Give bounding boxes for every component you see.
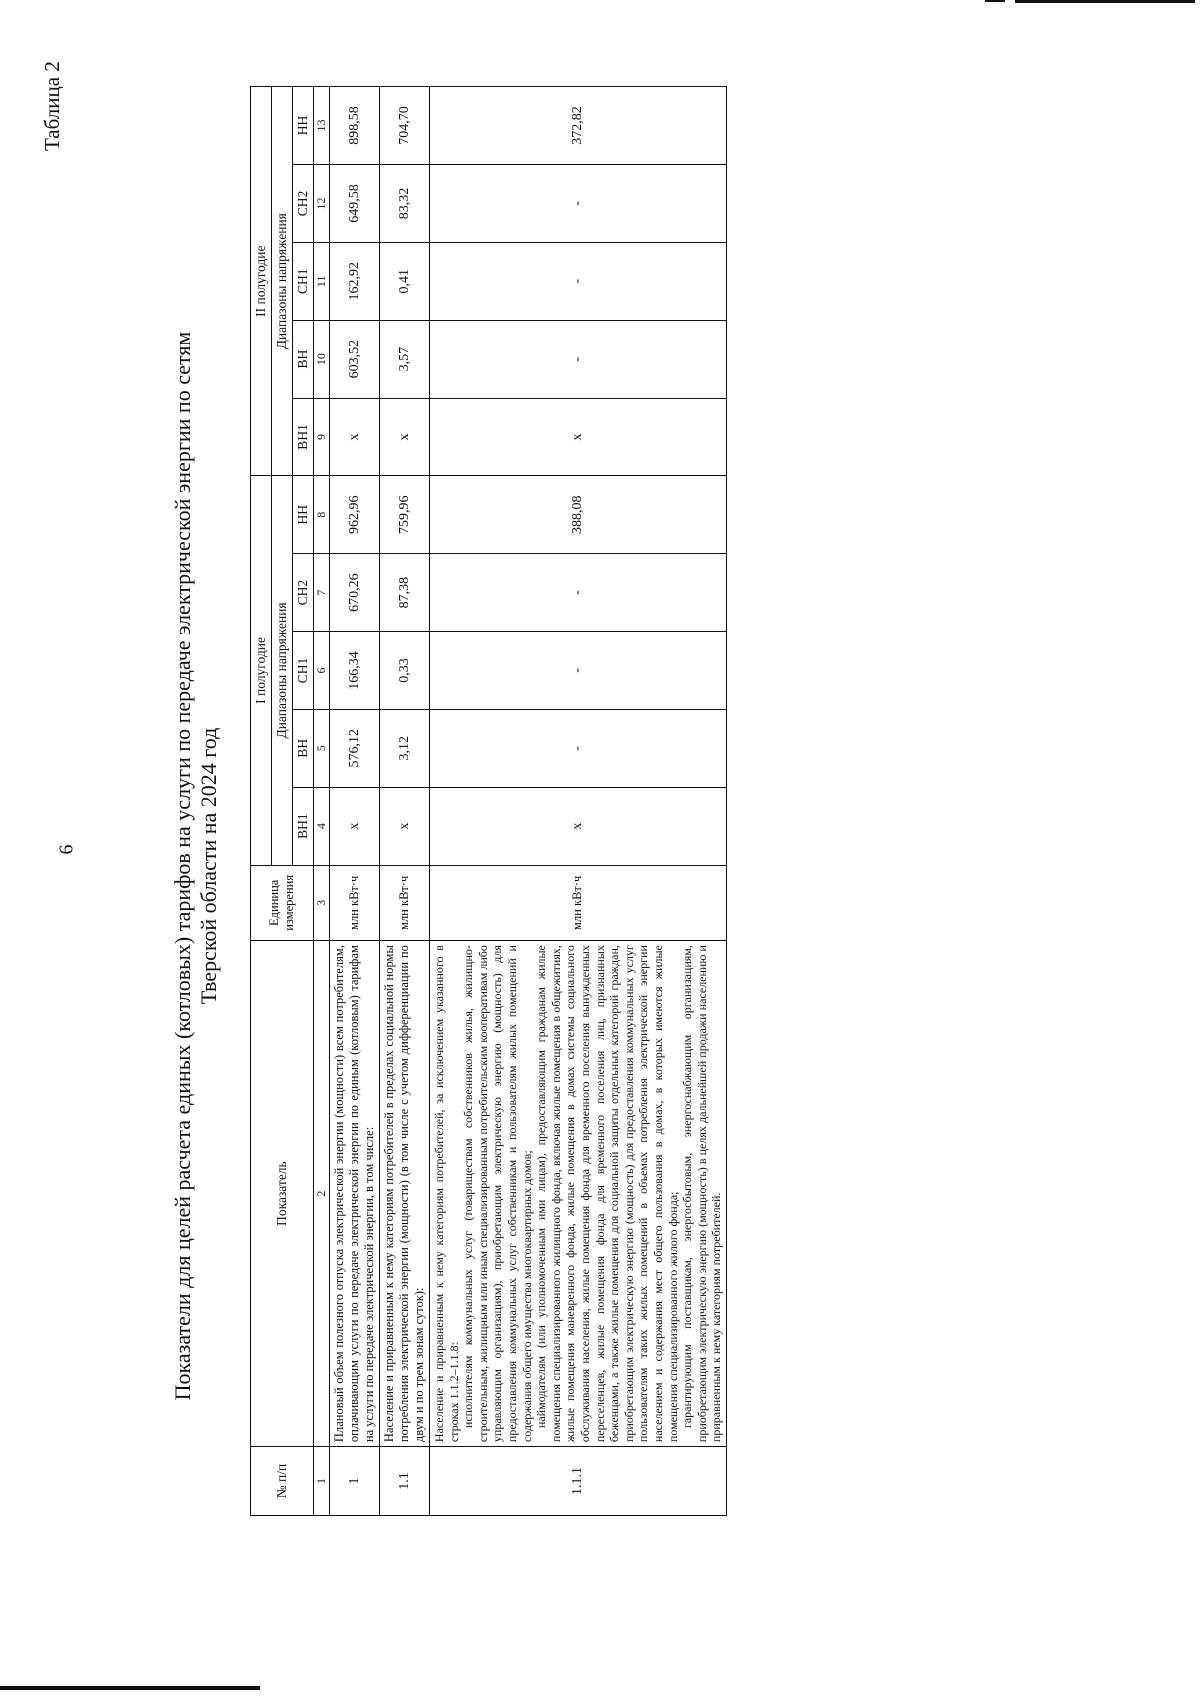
cell-h2-sn1: 0,41 — [380, 242, 430, 320]
cell-h2-nn: 898,58 — [330, 87, 380, 165]
row-number: 1.1 — [380, 1447, 430, 1516]
row-unit: млн кВт·ч — [330, 865, 380, 941]
row-unit: млн кВт·ч — [430, 865, 727, 941]
header-row-1 — [251, 87, 272, 1516]
cell-h1-vn1: х — [430, 787, 727, 865]
cell-h1-sn2: - — [430, 554, 727, 632]
cell-h1-sn1: 166,34 — [330, 632, 380, 710]
cell-h1-nn: 388,08 — [430, 476, 727, 554]
cell-h1-vn: 3,12 — [380, 709, 430, 787]
col-number: 5 — [314, 709, 330, 787]
cell-h1-nn: 759,96 — [380, 476, 430, 554]
cell-h1-vn: 576,12 — [330, 709, 380, 787]
cell-h2-sn2: - — [430, 165, 727, 243]
cell-h1-vn: - — [430, 709, 727, 787]
col-number: 1 — [314, 1447, 330, 1516]
level-h2-nn: НН — [293, 87, 314, 165]
title-line-2: Тверской области на 2024 год — [196, 727, 221, 1005]
header-half-2: II полугодие — [251, 87, 272, 476]
level-h1-vn: ВН — [293, 709, 314, 787]
col-number: 11 — [314, 242, 330, 320]
paragraph: исполнителям коммунальных услуг (товариществам собственников жилья, жилищно-строительным, жилищным или иным специализированным потребительским кооперативам либо управляющим организациям), приобретающим электрическую энергию (мощность) для предоставления коммунальных услуг собственникам и пользователям жилых помещений и содержания общего имущества многоквартирных домов; — [461, 945, 534, 1443]
column-number-row — [314, 87, 330, 1516]
table-row — [430, 87, 727, 1516]
level-h2-vn: ВН — [293, 320, 314, 398]
cell-h2-vn: - — [430, 320, 727, 398]
tariff-indicators-table — [250, 86, 727, 1516]
col-number: 3 — [314, 865, 330, 941]
cell-h2-vn: 603,52 — [330, 320, 380, 398]
level-h1-nn: НН — [293, 476, 314, 554]
level-h2-sn2: СН2 — [293, 165, 314, 243]
table-row — [380, 87, 430, 1516]
col-number: 13 — [314, 87, 330, 165]
cell-h1-vn1: х — [380, 787, 430, 865]
level-h1-vn1: ВН1 — [293, 787, 314, 865]
header-voltage-ranges-2: Диапазоны напряжения — [272, 87, 293, 476]
cell-h1-sn2: 87,38 — [380, 554, 430, 632]
col-number: 12 — [314, 165, 330, 243]
col-number: 7 — [314, 554, 330, 632]
cell-h2-sn1: 162,92 — [330, 242, 380, 320]
level-h1-sn2: СН2 — [293, 554, 314, 632]
col-number: 4 — [314, 787, 330, 865]
cell-h1-sn1: 0,33 — [380, 632, 430, 710]
col-number: 10 — [314, 320, 330, 398]
cell-h2-nn: 704,70 — [380, 87, 430, 165]
row-unit: млн кВт·ч — [380, 865, 430, 941]
header-unit: Единица измерения — [251, 865, 314, 941]
cell-h1-sn2: 670,26 — [330, 554, 380, 632]
cell-h2-vn1: х — [380, 398, 430, 476]
row-number: 1 — [330, 1447, 380, 1516]
col-number: 8 — [314, 476, 330, 554]
cell-h2-vn: 3,57 — [380, 320, 430, 398]
row-number: 1.1.1 — [430, 1447, 727, 1516]
paragraph: наймодателям (или уполномоченным ими лицам), предоставляющим гражданам жилые помещения специализированного жилищного фонда, включая жилые помещения в общежитиях, жилые помещения маневренного фонда, жилые помещения в домах системы социального обслуживания населения, жилые помещения фонда для временного поселения вынужденных переселенцев, жилые помещения фонда для временного поселения лиц, признанных беженцами, а также жилые помещения для социальной защиты отдельных категорий граждан, приобретающим электрическую энергию (мощность) для предоставления коммунальных услуг пользователям таких жилых помещений в объемах потребления электрической энергии населением и содержания мест общего пользования в домах, в которых имеются жилые помещения специализированного жилого фонда; — [534, 945, 680, 1443]
title-line-1: Показатели для целей расчета единых (котловых) тарифов на услуги по передаче электрической энергии по сетям — [170, 331, 195, 1401]
header-voltage-ranges-1: Диапазоны напряжения — [272, 476, 293, 865]
col-number: 9 — [314, 398, 330, 476]
row-indicator-text — [430, 941, 727, 1447]
level-h2-sn1: СН1 — [293, 242, 314, 320]
col-number: 6 — [314, 632, 330, 710]
header-row-no: № п/п — [251, 1447, 314, 1516]
cell-h2-sn1: - — [430, 242, 727, 320]
row-indicator-text: Население и приравненным к нему категориям потребителей в пределах социальной нормы потребления электрической энергии (мощности) (в том числе с учетом дифференциации по двум и по трем зонам суток): — [380, 941, 430, 1447]
cell-h1-nn: 962,96 — [330, 476, 380, 554]
page-number: 6 — [55, 844, 78, 855]
table-row — [330, 87, 380, 1516]
cell-h2-sn2: 649,58 — [330, 165, 380, 243]
cell-h2-vn1: х — [330, 398, 380, 476]
level-h1-sn1: СН1 — [293, 632, 314, 710]
cell-h2-nn: 372,82 — [430, 87, 727, 165]
header-half-1: I полугодие — [251, 476, 272, 865]
table-caption: Таблица 2 — [40, 61, 64, 151]
paragraph: гарантирующим поставщикам, энергосбытовым, энергоснабжающим организациям, приобретающим электрическую энергию (мощность) в целях дальнейшей продажи населению и приравненным к нему категориям потребителей. — [680, 945, 724, 1443]
cell-h1-vn1: х — [330, 787, 380, 865]
cell-h2-sn2: 83,32 — [380, 165, 430, 243]
header-indicator: Показатель — [251, 941, 314, 1447]
document-title — [170, 256, 222, 1476]
level-h2-vn1: ВН1 — [293, 398, 314, 476]
cell-h1-sn1: - — [430, 632, 727, 710]
paragraph: Население и приравненным к нему категориям потребителей, за исключением указанного в строках 1.1.2–1.1.8: — [432, 945, 461, 1443]
col-number: 2 — [314, 941, 330, 1447]
cell-h2-vn1: х — [430, 398, 727, 476]
row-indicator-text: Плановый объем полезного отпуска электрической энергии (мощности) всем потребителям, оплачивающим услуги по передаче электрической энергии по единым (котловым) тарифам на услуги по передаче электрической энергии, в том числе: — [330, 941, 380, 1447]
